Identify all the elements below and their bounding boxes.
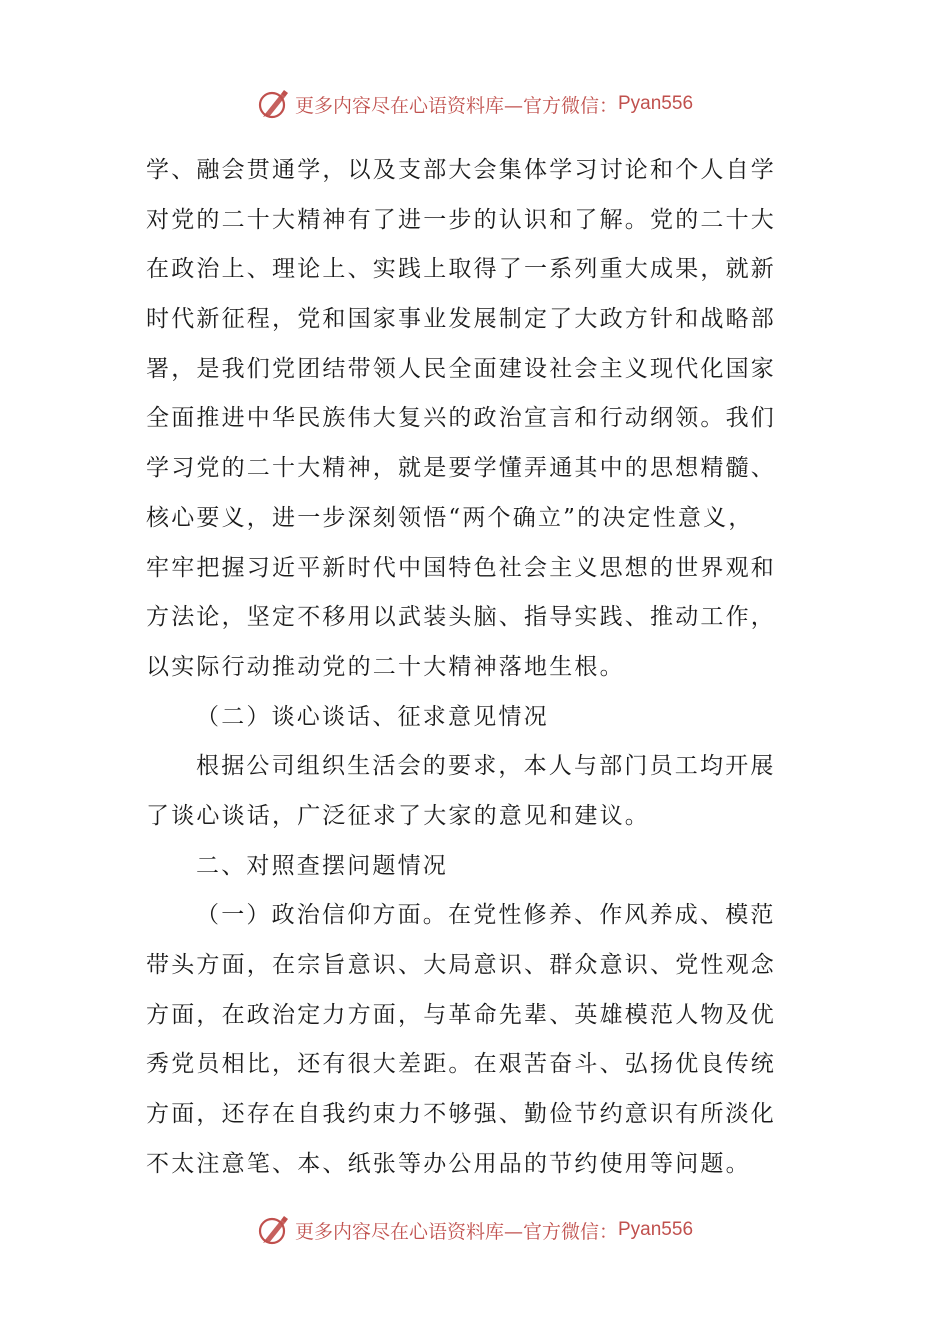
text-line: 根据公司组织生活会的要求，本人与部门员工均开展 (196, 753, 776, 780)
watermark-wechat-id: Pyan556 (618, 1219, 694, 1240)
text-line: 学、融会贯通学，以及支部大会集体学习讨论和个人自学 (146, 157, 776, 183)
text-line: 全面推进中华民族伟大复兴的政治宣言和行动纲领。我们 (146, 405, 776, 432)
text-line: 方面，还存在自我约束力不够强、勤俭节约意识有所淡化 (146, 1101, 776, 1128)
text-line: 不太注意笔、本、纸张等办公用品的节约使用等问题。 (146, 1150, 751, 1177)
watermark-wechat-id: Pyan556 (618, 93, 694, 114)
text-line: 带头方面，在宗旨意识、大局意识、群众意识、党性观念 (146, 952, 776, 978)
text-line: 学习党的二十大精神，就是要学懂弄通其中的思想精髓、 (146, 455, 776, 482)
text-line: 了谈心谈话，广泛征求了大家的意见和建议。 (146, 802, 650, 829)
text-line: 核心要义，进一步深刻领悟“两个确立”的决定性意义， (146, 504, 754, 531)
text-line: 秀党员相比，还有很大差距。在艰苦奋斗、弘扬优良传统 (146, 1051, 776, 1078)
pen-circle-logo-icon (257, 1213, 291, 1247)
text-line: 在政治上、理论上、实践上取得了一系列重大成果，就新 (146, 256, 776, 283)
text-line: （一）政治信仰方面。在党性修养、作风养成、模范 (196, 902, 776, 929)
watermark-text: 更多内容尽在心语资料库—官方微信： (294, 1220, 618, 1243)
pen-circle-logo-icon (257, 87, 291, 121)
text-line: 对党的二十大精神有了进一步的认识和了解。党的二十大 (146, 206, 776, 233)
text-line: 以实际行动推动党的二十大精神落地生根。 (146, 653, 625, 680)
text-line: 方面，在政治定力方面，与革命先辈、英雄模范人物及优 (146, 1001, 776, 1028)
text-line: 二、对照查摆问题情况 (196, 852, 448, 879)
document-body (146, 146, 806, 1189)
text-line: 署，是我们党团结带领人民全面建设社会主义现代化国家 (146, 355, 776, 382)
header-watermark (0, 84, 950, 124)
footer-watermark (0, 1210, 950, 1250)
text-line: （二）谈心谈话、征求意见情况 (196, 703, 549, 730)
watermark-text: 更多内容尽在心语资料库—官方微信： (294, 94, 618, 117)
text-line: 方法论，坚定不移用以武装头脑、指导实践、推动工作， (146, 604, 776, 631)
text-line: 时代新征程，党和国家事业发展制定了大政方针和战略部 (146, 306, 776, 333)
text-line: 牢牢把握习近平新时代中国特色社会主义思想的世界观和 (146, 554, 776, 581)
